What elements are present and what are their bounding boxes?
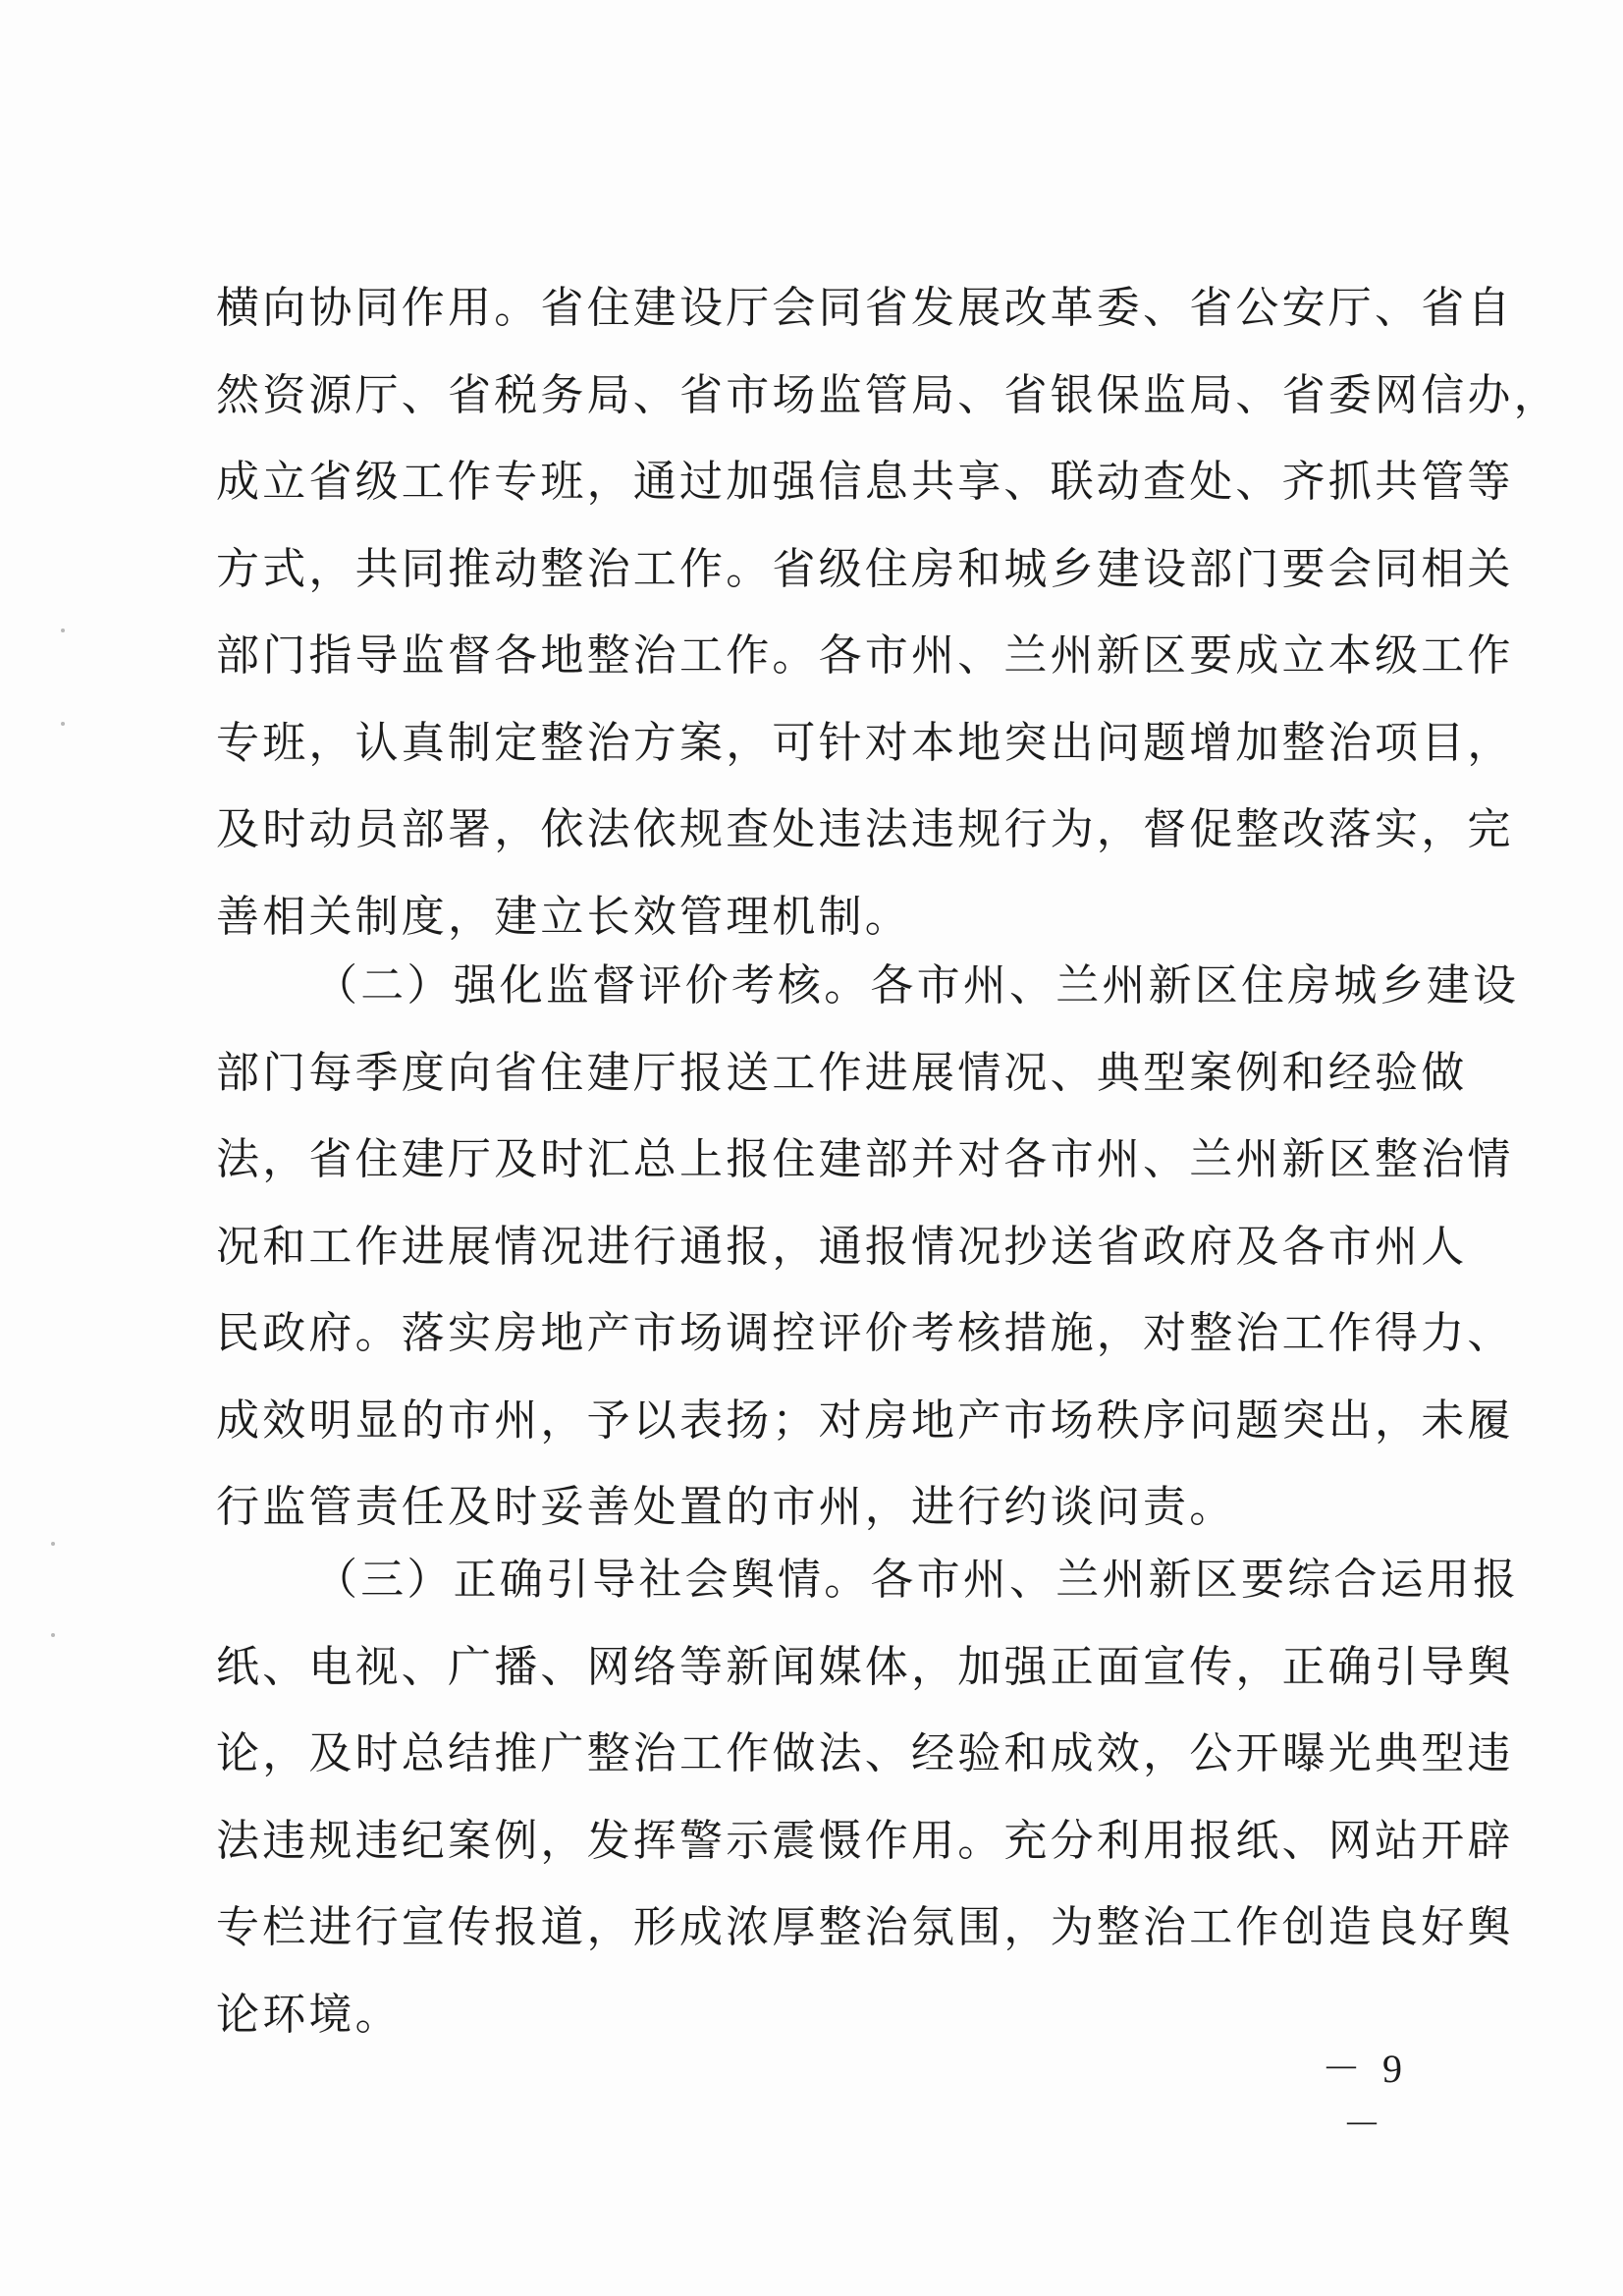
paragraph-public-opinion-guidance [216, 1537, 1520, 2058]
text-line: （二）强化监督评价考核。各市州、兰州新区住房城乡建设 [314, 960, 1520, 1011]
text-line: 部门指导监督各地整治工作。各市州、兰州新区要成立本级工作 [216, 630, 1514, 681]
scan-artifact-dot [51, 1633, 55, 1637]
text-line: 横向协同作用。省住建设厅会同省发展改革委、省公安厅、省自 [216, 283, 1514, 333]
text-line: 民政府。落实房地产市场调控评价考核措施，对整治工作得力、 [216, 1308, 1514, 1358]
text-line: （三）正确引导社会舆情。各市州、兰州新区要综合运用报 [314, 1555, 1520, 1605]
text-line: 方式，共同推动整治工作。省级住房和城乡建设部门要会同相关 [216, 543, 1514, 594]
page-number: － 9 － [1322, 2047, 1408, 2147]
text-line: 然资源厅、省税务局、省市场监管局、省银保监局、省委网信办， [216, 369, 1560, 420]
text-line: 论环境。 [216, 1989, 402, 2040]
text-line: 法违规违纪案例，发挥警示震慑作用。充分利用报纸、网站开辟 [216, 1815, 1514, 1866]
text-line: 部门每季度向省住建厅报送工作进展情况、典型案例和经验做 [216, 1047, 1468, 1098]
paragraph-supervision-evaluation [216, 943, 1520, 1552]
text-line: 法，省住建厅及时汇总上报住建部并对各市州、兰州新区整治情 [216, 1134, 1514, 1184]
scan-artifact-dot [61, 629, 65, 632]
text-line: 况和工作进展情况进行通报，通报情况抄送省政府及各市州人 [216, 1221, 1468, 1272]
scan-artifact-dot [51, 1542, 55, 1546]
text-line: 成效明显的市州，予以表扬；对房地产市场秩序问题突出，未履 [216, 1394, 1514, 1446]
scan-artifact-dot [61, 722, 65, 726]
paragraph-interagency-coordination [216, 265, 1560, 960]
text-line: 专班，认真制定整治方案，可针对本地突出问题增加整治项目， [216, 717, 1514, 768]
text-line: 及时动员部署，依法依规查处违法违规行为，督促整改落实，完 [216, 804, 1514, 854]
text-line: 行监管责任及时妥善处置的市州，进行约谈问责。 [216, 1482, 1236, 1532]
text-line: 专栏进行宣传报道，形成浓厚整治氛围，为整治工作创造良好舆 [216, 1902, 1514, 1952]
text-line: 论，及时总结推广整治工作做法、经验和成效，公开曝光典型违 [216, 1728, 1514, 1778]
text-line: 成立省级工作专班，通过加强信息共享、联动查处、齐抓共管等 [216, 457, 1514, 507]
text-line: 纸、电视、广播、网络等新闻媒体，加强正面宣传，正确引导舆 [216, 1641, 1514, 1692]
text-line: 善相关制度，建立长效管理机制。 [216, 891, 911, 942]
